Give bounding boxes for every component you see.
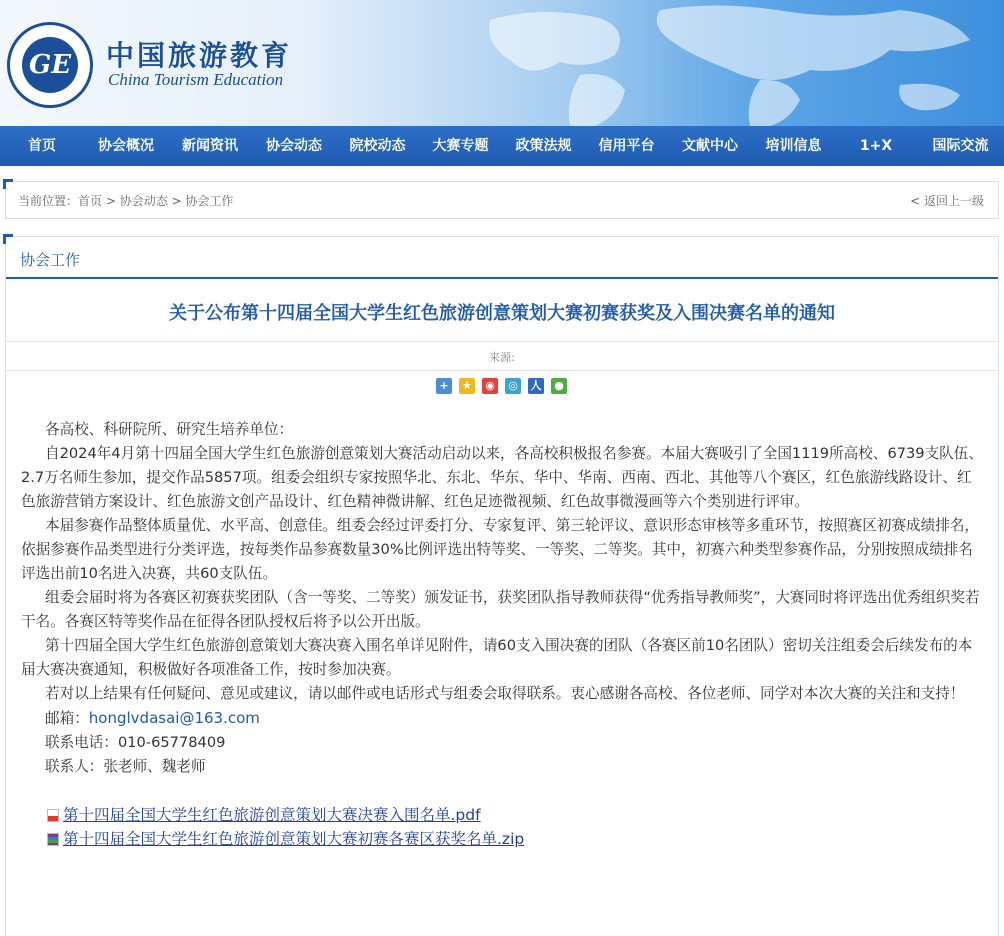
site-header [0, 0, 1004, 126]
site-name-en: China Tourism Education [108, 70, 284, 89]
section-divider [6, 277, 998, 279]
email-line [21, 706, 983, 731]
email-link[interactable]: honglvdasai@163.com [88, 709, 260, 727]
breadcrumb-bar [5, 181, 999, 219]
divider [6, 341, 998, 342]
renren-icon[interactable]: 人 [528, 378, 544, 394]
attachment-item [21, 803, 983, 827]
breadcrumb-prefix: 当前位置： [18, 194, 79, 208]
paragraph: 本届参赛作品整体质量优、水平高、创意佳。组委会经过评委打分、专家复评、第三轮评议、意识形态审核等多重环节，按照赛区初赛成绩排名，依据参赛作品类型进行分类评选，按每类作品参赛数量30%比例评选出特等奖、一等奖、二等奖。其中，初赛六种类型参赛作品，分别按照成绩排名评选出前10名进入决赛，共60支队伍。 [21, 517, 980, 582]
world-map-decoration [430, 0, 1004, 126]
attachment-link-pdf[interactable]: 第十四届全国大学生红色旅游创意策划大赛决赛入围名单.pdf [63, 806, 481, 824]
phone-line [21, 731, 983, 755]
breadcrumb [18, 182, 233, 220]
breadcrumb-current[interactable]: 协会工作 [185, 194, 234, 208]
paragraph: 自2024年4月第十四届全国大学生红色旅游创意策划大赛活动启动以来，各高校积极报名参赛。本届大赛吸引了全国1119所高校、6739支队伍、2.7万名师生参加，提交作品5857项。组委会组织专家按照华北、东北、华东、华中、华南、西南、西北、其他等八个赛区，红色旅游线路设计、红色旅游营销方案设计、红色旅游文创产品设计、红色精神微讲解、红色足迹微视频、红色故事微漫画等六个类别进行评审。 [21, 445, 983, 510]
nav-item-news[interactable]: 新闻资讯 [182, 138, 238, 154]
site-logo[interactable] [7, 22, 93, 108]
contact-person: 张老师、魏老师 [103, 758, 206, 775]
contact-line [21, 755, 983, 779]
article-title: 关于公布第十四届全国大学生红色旅游创意策划大赛初赛获奖及入围决赛名单的通知 [169, 303, 835, 324]
breadcrumb-separator: > [102, 194, 120, 208]
share-bar [436, 378, 567, 394]
nav-item-training[interactable]: 培训信息 [765, 138, 822, 154]
section-title: 协会工作 [20, 251, 81, 269]
contact-label: 联系人： [45, 758, 104, 775]
site-name-cn: 中国旅游教育 [106, 39, 293, 72]
nav-item-1x[interactable]: 1+X [859, 138, 893, 154]
phone-label: 联系电话： [45, 734, 118, 751]
weibo-icon[interactable]: ◉ [482, 378, 498, 394]
nav-item-competition[interactable]: 大赛专题 [432, 138, 489, 154]
main-nav [0, 126, 1004, 166]
article-body [21, 418, 983, 851]
article-source: 来源: [489, 351, 515, 364]
attachment-list [21, 803, 983, 851]
email-label: 邮箱： [45, 710, 89, 727]
divider [6, 370, 998, 371]
nav-item-home[interactable]: 首页 [28, 138, 56, 154]
breadcrumb-separator: > [167, 194, 186, 208]
paragraph: 若对以上结果有任何疑问、意见或建议，请以邮件或电话形式与组委会取得联系。衷心感谢各高校、各位老师、同学对本次大赛的关注和支持！ [45, 685, 965, 702]
paragraph: 组委会届时将为各赛区初赛获奖团队（含一等奖、二等奖）颁发证书，获奖团队指导教师获得“优秀指导教师奖”，大赛同时将评选出优秀组织奖若干名。各赛区特等奖作品在征得各团队授权后将予以公开出版。 [21, 589, 980, 630]
attachment-item [21, 827, 983, 851]
nav-item-school-news[interactable]: 院校动态 [349, 138, 406, 154]
logo-mark: GE [22, 37, 78, 93]
plus-share-icon[interactable]: + [436, 378, 452, 394]
qzone-icon[interactable]: ★ [459, 378, 475, 394]
breadcrumb-association-news-link[interactable]: 协会动态 [119, 194, 168, 208]
attachment-link-zip[interactable]: 第十四届全国大学生红色旅游创意策划大赛初赛各赛区获奖名单.zip [63, 830, 525, 848]
article-panel [5, 236, 999, 936]
nav-item-international[interactable]: 国际交流 [932, 138, 989, 154]
paragraph: 第十四届全国大学生红色旅游创意策划大赛决赛入围名单详见附件，请60支入围决赛的团队（各赛区前10名团队）密切关注组委会后续发布的本届大赛决赛通知，积极做好各项准备工作，按时参加决赛。 [21, 637, 973, 678]
pdf-file-icon [47, 809, 59, 822]
corner-accent [3, 234, 13, 244]
phone-number: 010-65778409 [117, 734, 226, 751]
corner-accent [3, 179, 13, 189]
nav-item-library[interactable]: 文献中心 [682, 138, 738, 154]
wechat-icon[interactable]: ● [551, 378, 567, 394]
zip-file-icon [47, 833, 59, 846]
greeting: 各高校、科研院所、研究生培养单位： [45, 421, 294, 438]
nav-item-association-news[interactable]: 协会动态 [266, 138, 322, 154]
nav-item-credit[interactable]: 信用平台 [598, 138, 655, 154]
back-link[interactable]: < 返回上一级 [910, 194, 984, 208]
tqq-icon[interactable]: ◎ [505, 378, 521, 394]
nav-item-policy[interactable]: 政策法规 [515, 138, 572, 154]
breadcrumb-home-link[interactable]: 首页 [78, 194, 103, 208]
nav-item-about[interactable]: 协会概况 [98, 138, 154, 154]
